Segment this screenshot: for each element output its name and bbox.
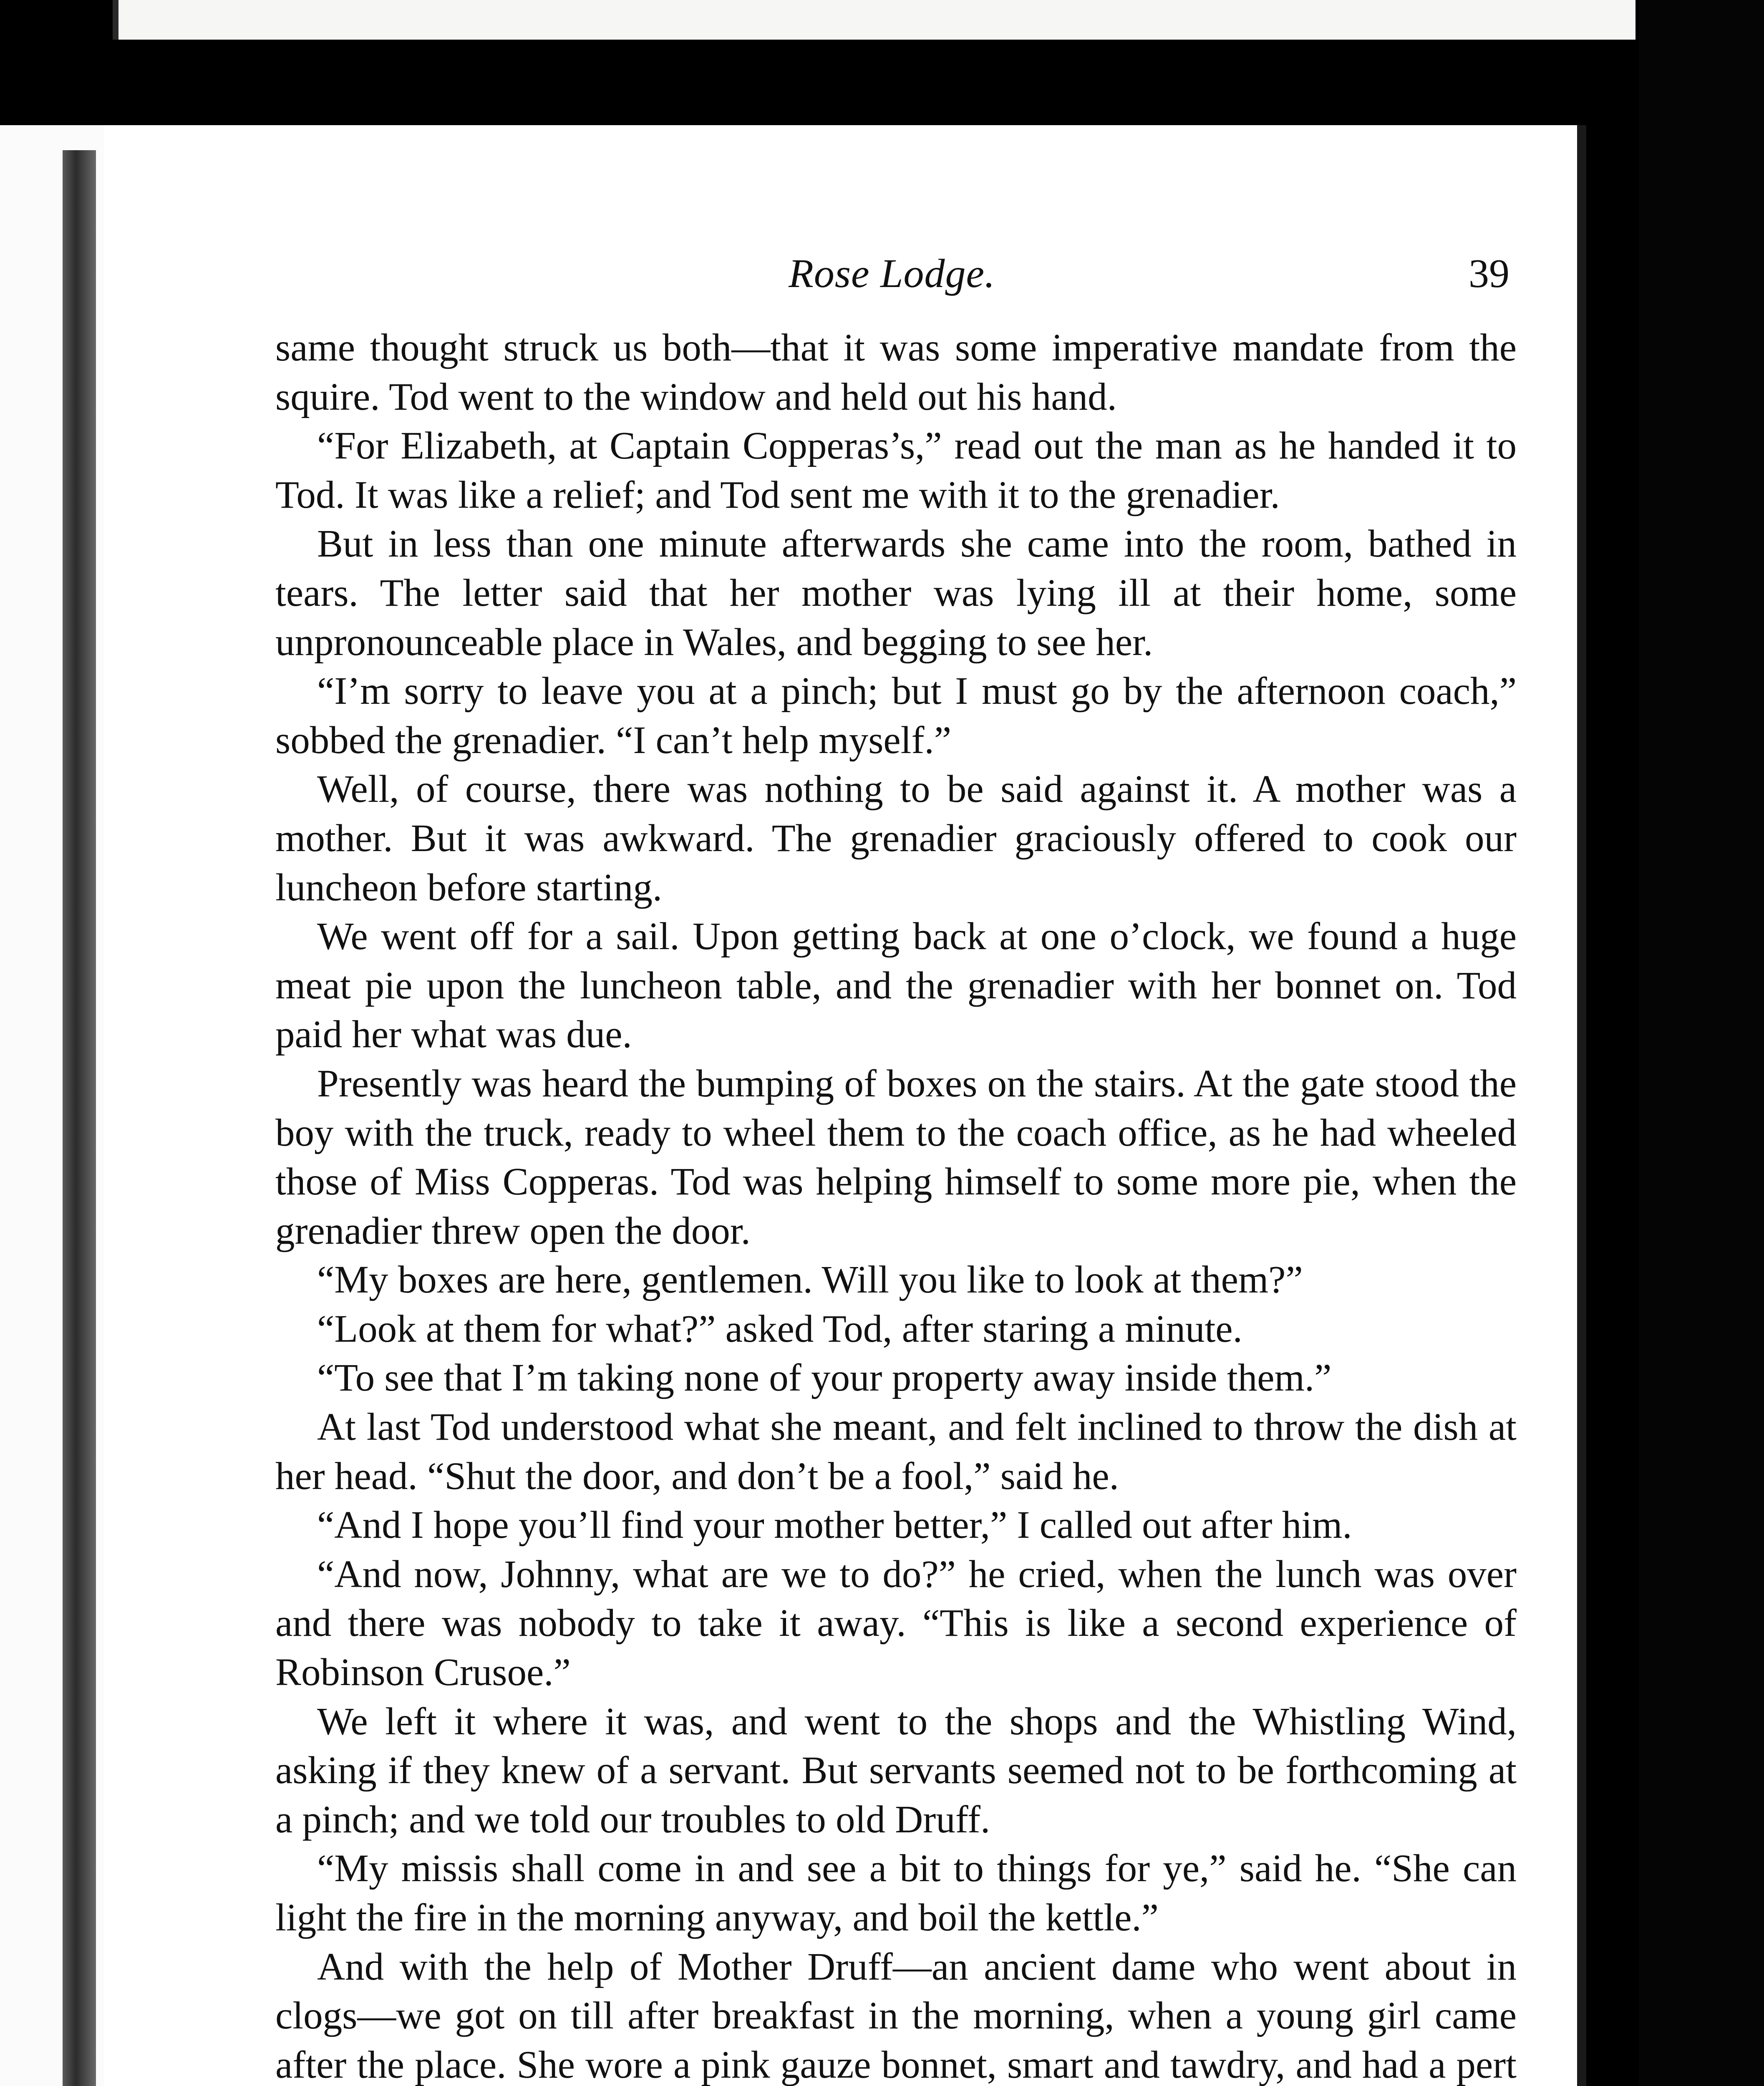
paragraph: “And I hope you’ll find your mother better,” I called out after him. [317,1504,1352,1547]
paragraph: But in less than one minute afterwards she came into the room, bathed in tears. The letter said that her mother was lying ill at their home, some unpronounceable place in Wales, and begging to see her. [275,522,1517,664]
paragraph: “To see that I’m taking none of your property away inside them.” [317,1356,1332,1400]
previous-page-strip [117,0,1635,40]
book-gutter [63,150,96,2086]
page-number: 39 [1469,251,1509,296]
paragraph: “Look at them for what?” asked Tod, after staring a minute. [317,1307,1242,1350]
previous-page-edge [113,0,118,40]
running-head [104,250,1577,317]
page-right-edge [1577,125,1586,2086]
paragraph: “I’m sorry to leave you at a pinch; but I must go by the afternoon coach,” sobbed the grenadier. “I can’t help myself.” [275,670,1517,762]
paragraph: “For Elizabeth, at Captain Copperas’s,” read out the man as he handed it to Tod. It was like a relief; and Tod sent me with it to the grenadier. [275,424,1517,516]
paragraph: And with the help of Mother Druff—an ancient dame who went about in clogs—we got on till after breakfast in the morning, when a young girl came after the place. She wore a pink gauze bonnet, smart and tawdry, and had a pert [275,1945,1517,2086]
paragraph: Well, of course, there was nothing to be said against it. A mother was a mother. But it was awkward. The grenadier graciously offered to cook our luncheon before starting. [275,768,1517,909]
paragraph: Presently was heard the bumping of boxes on the stairs. At the gate stood the boy with the truck, ready to wheel them to the coach office, as he had wheeled those of Miss Copperas. Tod was helping himself to some more pie, when the grenadier threw open the door. [275,1062,1517,1252]
paragraph: We left it where it was, and went to the shops and the Whistling Wind, asking if they knew of a servant. But servants seemed not to be forthcoming at a pinch; and we told our troubles to old Druff. [275,1700,1517,1841]
paragraph: “And now, Johnny, what are we to do?” he cried, when the lunch was over and there was nobody to take it away. “This is like a second experience of Robinson Crusoe.” [275,1552,1517,1694]
paragraph: “My missis shall come in and see a bit to things for ye,” said he. “She can light the fire in the morning anyway, and boil the kettle.” [275,1847,1517,1939]
paragraph: We went off for a sail. Upon getting back at one o’clock, we found a huge meat pie upon the luncheon table, and the grenadier with her bonnet on. Tod paid her what was due. [275,915,1517,1056]
running-title: Rose Lodge. [789,251,995,296]
body-text [275,323,1517,2086]
paragraph: At last Tod understood what she meant, and felt inclined to throw the dish at her head. “Shut the door, and don’t be a fool,” said he. [275,1406,1517,1498]
paragraph: “My boxes are here, gentlemen. Will you like to look at them?” [317,1258,1303,1302]
paragraph: same thought struck us both—that it was some imperative mandate from the squire. Tod went to the window and held out his hand. [275,326,1517,418]
right-dark-band [1639,0,1764,2086]
